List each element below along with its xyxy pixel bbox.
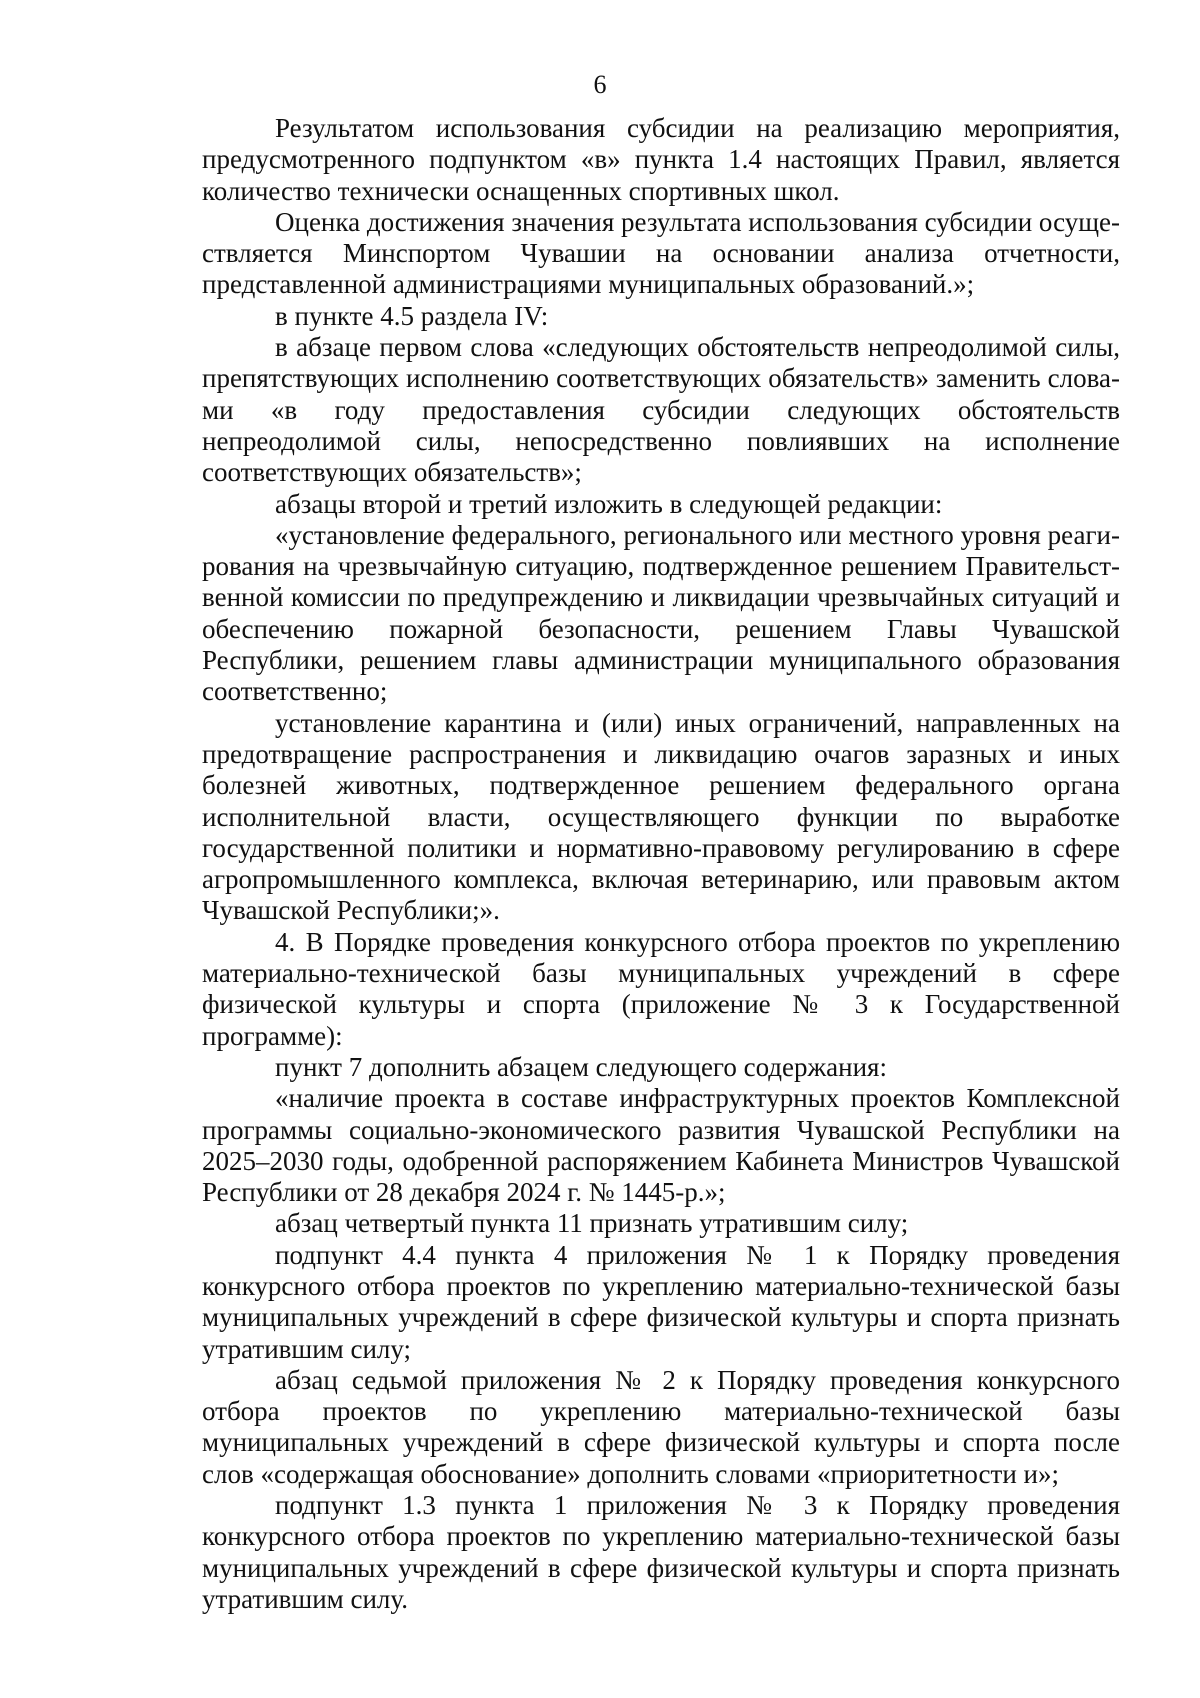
paragraph-second-third-abzacs: абзацы второй и третий изложить в следующей редакции: bbox=[275, 488, 943, 519]
paragraph-clause-7-supplement: пункт 7 дополнить абзацем следующего содержания: bbox=[275, 1051, 887, 1082]
paragraph-appendix-2-supplement: абзац седьмой приложения № 2 к Порядку проведения конкурсного отбора проектов по укреплению материально-технической базы муниципальных учреждений в сфере физической культуры и спорта после слов «содержащая обоснование» дополнить словами «приоритетности и»; bbox=[202, 1364, 1120, 1489]
paragraph-result-subsidy: Результатом использования субсидии на реализацию мероприятия, предусмотренного подпунктом «в» пункта 1.4 настоящих Правил, является количество технически оснащенных спортивных школ. bbox=[202, 113, 1120, 206]
paragraph-clause-11-void: абзац четвертый пункта 11 признать утратившим силу; bbox=[275, 1208, 909, 1239]
paragraph-section-4-procedure: 4. В Порядке проведения конкурсного отбора проектов по укреплению материально-технической базы муниципальных учреждений в сфере физической культуры и спорта (приложение № 3 к Государственной программе): bbox=[202, 926, 1120, 1051]
paragraph-subclause-1-3-void: подпункт 1.3 пункта 1 приложения № 3 к Порядку проведения конкурсного отбора проектов по укреплению материально-технической базы муниципальных учреждений в сфере физической культуры и спорта признать утратившим силу. bbox=[202, 1490, 1120, 1614]
paragraph-infrastructure-project: «наличие проекта в составе инфраструктурных проектов Комплексной программы социально-экономического развития Чувашской Республики на 2025–2030 годы, одобренной распоряжением Кабинета Министров Чувашской Республики от 28 декабря 2024 г. № 1445-р.»; bbox=[202, 1083, 1120, 1208]
paragraph-assessment: Оценка достижения значения результата использования субсидии осуществляется Минспортом Чувашии на основании анализа отчетности, представленной администрациями муниципальных образований.»; bbox=[202, 206, 1120, 300]
document-body bbox=[202, 113, 1120, 1615]
paragraph-first-abzac-replace: в абзаце первом слова «следующих обстоятельств непреодолимой силы, препятствующих исполнению соответствующих обязательств» заменить словами «в году предоставления субсидии следующих обстоятельств непреодолимой силы, непосредственно повлиявших на исполнение соответствующих обязательств»; bbox=[202, 332, 1120, 488]
page-number: 6 bbox=[593, 70, 607, 99]
paragraph-emergency-response: «установление федерального, регионального или местного уровня реагирования на чрезвычайную ситуацию, подтвержденное решением Правительственной комиссии по предупреждению и ликвидации чрезвычайных ситуаций и обеспечению пожарной безопасности, решением Главы Чувашской Республики, решением главы администрации муниципального образования соответственно; bbox=[202, 519, 1120, 707]
paragraph-subclause-4-4-void: подпункт 4.4 пункта 4 приложения № 1 к Порядку проведения конкурсного отбора проектов по укреплению материально-технической базы муниципальных учреждений в сфере физической культуры и спорта признать утратившим силу; bbox=[202, 1239, 1120, 1364]
paragraph-quarantine: установление карантина и (или) иных ограничений, направленных на предотвращение распространения и ликвидацию очагов заразных и иных болезней животных, подтвержденное решением федерального органа исполнительной власти, осуществляющего функции по выработке государственной политики и нормативно-правовому регулированию в сфере агропромышленного комплекса, включая ветеринарию, или правовым актом Чувашской Республики;». bbox=[202, 707, 1120, 926]
paragraph-clause-4-5: в пункте 4.5 раздела IV: bbox=[275, 300, 549, 331]
